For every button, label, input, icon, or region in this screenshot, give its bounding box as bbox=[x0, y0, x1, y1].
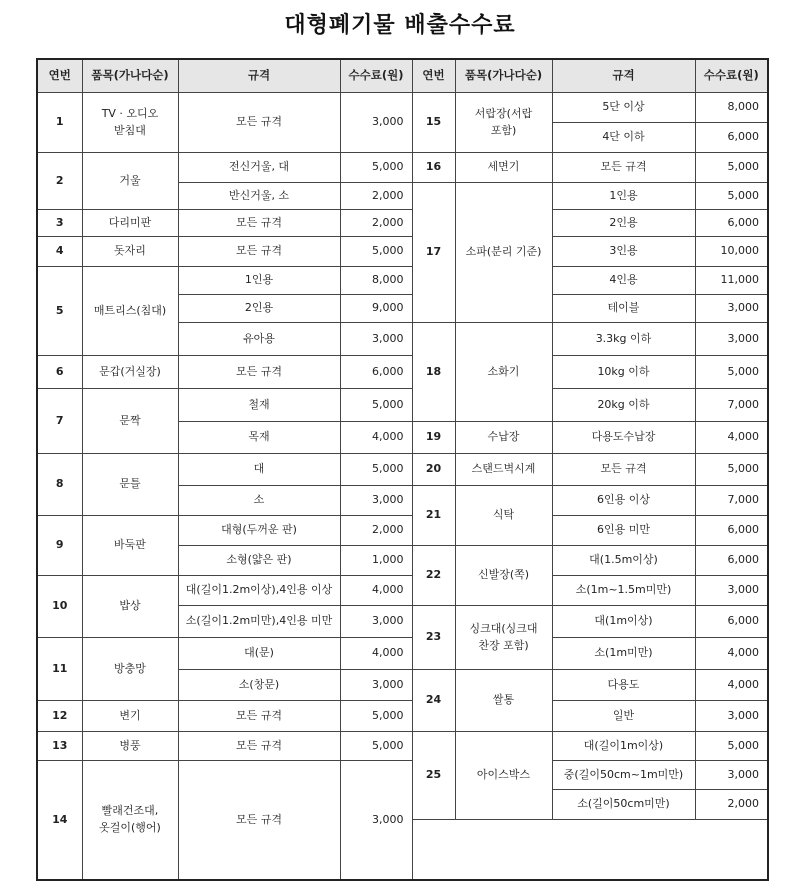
item-number: 6 bbox=[37, 356, 82, 389]
item-name: TV · 오디오 받침대 bbox=[82, 93, 178, 153]
item-spec: 다용도수납장 bbox=[552, 422, 695, 454]
item-fee: 3,000 bbox=[340, 761, 412, 880]
table-row bbox=[37, 356, 768, 389]
item-number: 17 bbox=[412, 183, 455, 323]
header-item-left: 품목(가나다순) bbox=[82, 59, 178, 93]
item-name: 변기 bbox=[82, 701, 178, 732]
item-spec: 소(길이50cm미만) bbox=[552, 790, 695, 820]
item-number: 16 bbox=[412, 153, 455, 183]
item-name: 매트리스(침대) bbox=[82, 267, 178, 356]
header-fee-left: 수수료(원) bbox=[340, 59, 412, 93]
item-fee: 8,000 bbox=[695, 93, 768, 123]
item-number: 25 bbox=[412, 732, 455, 820]
item-number: 9 bbox=[37, 516, 82, 576]
item-number: 23 bbox=[412, 606, 455, 670]
item-fee: 3,000 bbox=[340, 93, 412, 153]
item-name: 빨래건조대, 옷걸이(행어) bbox=[82, 761, 178, 880]
table-row bbox=[37, 153, 768, 183]
item-spec: 모든 규격 bbox=[552, 454, 695, 486]
item-name: 방충망 bbox=[82, 638, 178, 701]
item-spec: 모든 규격 bbox=[178, 93, 340, 153]
item-fee: 10,000 bbox=[695, 237, 768, 267]
fee-table-container bbox=[36, 58, 767, 840]
table-row bbox=[37, 454, 768, 486]
item-fee: 4,000 bbox=[340, 422, 412, 454]
item-name: 소화기 bbox=[455, 323, 552, 422]
item-fee: 6,000 bbox=[695, 516, 768, 546]
item-spec: 대(문) bbox=[178, 638, 340, 670]
item-fee: 6,000 bbox=[695, 210, 768, 237]
item-spec: 모든 규격 bbox=[178, 761, 340, 880]
item-spec: 1인용 bbox=[552, 183, 695, 210]
header-item-right: 품목(가나다순) bbox=[455, 59, 552, 93]
item-fee: 11,000 bbox=[695, 267, 768, 295]
page-title: 대형폐기물 배출수수료 bbox=[284, 13, 516, 38]
item-number: 19 bbox=[412, 422, 455, 454]
item-fee: 4,000 bbox=[695, 638, 768, 670]
item-fee: 2,000 bbox=[695, 790, 768, 820]
item-name: 싱크대(싱크대 찬장 포함) bbox=[455, 606, 552, 670]
item-spec: 6인용 미만 bbox=[552, 516, 695, 546]
item-name: 쌀통 bbox=[455, 670, 552, 732]
item-spec: 소 bbox=[178, 486, 340, 516]
item-number: 18 bbox=[412, 323, 455, 422]
item-spec: 2인용 bbox=[552, 210, 695, 237]
item-spec: 4인용 bbox=[552, 267, 695, 295]
header-no-left: 연번 bbox=[37, 59, 82, 93]
item-fee: 5,000 bbox=[695, 732, 768, 761]
table-row bbox=[37, 237, 768, 267]
item-fee: 5,000 bbox=[695, 356, 768, 389]
item-fee: 2,000 bbox=[340, 183, 412, 210]
item-number: 12 bbox=[37, 701, 82, 732]
table-row bbox=[37, 638, 768, 670]
item-spec: 대(1m이상) bbox=[552, 606, 695, 638]
item-fee: 3,000 bbox=[695, 295, 768, 323]
item-spec: 소(창문) bbox=[178, 670, 340, 701]
item-fee: 5,000 bbox=[340, 153, 412, 183]
item-name: 병풍 bbox=[82, 732, 178, 761]
item-fee: 4,000 bbox=[695, 422, 768, 454]
item-name: 세면기 bbox=[455, 153, 552, 183]
item-spec: 6인용 이상 bbox=[552, 486, 695, 516]
item-name: 문짝 bbox=[82, 389, 178, 454]
item-fee: 5,000 bbox=[340, 389, 412, 422]
item-name: 소파(분리 기준) bbox=[455, 183, 552, 323]
item-name: 수납장 bbox=[455, 422, 552, 454]
item-fee: 2,000 bbox=[340, 210, 412, 237]
item-number: 10 bbox=[37, 576, 82, 638]
item-name: 서랍장(서랍 포함) bbox=[455, 93, 552, 153]
item-number: 3 bbox=[37, 210, 82, 237]
table-row bbox=[37, 516, 768, 546]
item-fee: 4,000 bbox=[340, 576, 412, 606]
item-number: 2 bbox=[37, 153, 82, 210]
item-spec: 테이블 bbox=[552, 295, 695, 323]
item-fee: 5,000 bbox=[695, 153, 768, 183]
item-spec: 소(길이1.2m미만),4인용 미만 bbox=[178, 606, 340, 638]
table-body bbox=[37, 93, 768, 880]
item-spec: 20kg 이하 bbox=[552, 389, 695, 422]
table-row bbox=[37, 701, 768, 732]
item-fee: 4,000 bbox=[695, 670, 768, 701]
item-name: 신발장(쪽) bbox=[455, 546, 552, 606]
item-fee: 9,000 bbox=[340, 295, 412, 323]
item-fee: 6,000 bbox=[695, 546, 768, 576]
item-number: 1 bbox=[37, 93, 82, 153]
table-row bbox=[37, 732, 768, 761]
item-spec: 소(1m미만) bbox=[552, 638, 695, 670]
item-name: 다리미판 bbox=[82, 210, 178, 237]
item-number: 14 bbox=[37, 761, 82, 880]
item-number: 22 bbox=[412, 546, 455, 606]
item-spec: 대(1.5m이상) bbox=[552, 546, 695, 576]
item-number: 20 bbox=[412, 454, 455, 486]
fee-table bbox=[36, 58, 769, 881]
item-number: 5 bbox=[37, 267, 82, 356]
item-spec: 모든 규격 bbox=[178, 356, 340, 389]
item-spec: 대형(두꺼운 판) bbox=[178, 516, 340, 546]
item-spec: 모든 규격 bbox=[178, 237, 340, 267]
item-fee: 3,000 bbox=[340, 486, 412, 516]
item-spec: 다용도 bbox=[552, 670, 695, 701]
item-name: 문갑(거실장) bbox=[82, 356, 178, 389]
item-name: 문틀 bbox=[82, 454, 178, 516]
item-number: 4 bbox=[37, 237, 82, 267]
item-fee: 5,000 bbox=[340, 732, 412, 761]
item-number: 7 bbox=[37, 389, 82, 454]
item-name: 밥상 bbox=[82, 576, 178, 638]
item-fee: 6,000 bbox=[695, 606, 768, 638]
item-spec: 3.3kg 이하 bbox=[552, 323, 695, 356]
table-row bbox=[37, 761, 768, 790]
item-fee: 5,000 bbox=[340, 237, 412, 267]
item-spec: 중(길이50cm~1m미만) bbox=[552, 761, 695, 790]
item-number: 15 bbox=[412, 93, 455, 153]
item-fee: 3,000 bbox=[340, 323, 412, 356]
header-fee-right: 수수료(원) bbox=[695, 59, 768, 93]
item-spec: 철재 bbox=[178, 389, 340, 422]
item-fee: 7,000 bbox=[695, 486, 768, 516]
item-number: 13 bbox=[37, 732, 82, 761]
item-spec: 목재 bbox=[178, 422, 340, 454]
item-fee: 5,000 bbox=[340, 454, 412, 486]
item-fee: 3,000 bbox=[695, 323, 768, 356]
item-fee: 3,000 bbox=[695, 701, 768, 732]
item-spec: 대(길이1.2m이상),4인용 이상 bbox=[178, 576, 340, 606]
item-name: 거울 bbox=[82, 153, 178, 210]
item-fee: 1,000 bbox=[340, 546, 412, 576]
item-fee: 6,000 bbox=[695, 123, 768, 153]
item-spec: 전신거울, 대 bbox=[178, 153, 340, 183]
item-number: 8 bbox=[37, 454, 82, 516]
item-name: 아이스박스 bbox=[455, 732, 552, 820]
item-fee: 3,000 bbox=[695, 761, 768, 790]
item-name: 식탁 bbox=[455, 486, 552, 546]
table-row bbox=[37, 210, 768, 237]
item-spec: 소형(얇은 판) bbox=[178, 546, 340, 576]
item-spec: 1인용 bbox=[178, 267, 340, 295]
item-number: 11 bbox=[37, 638, 82, 701]
item-spec: 유아용 bbox=[178, 323, 340, 356]
item-spec: 4단 이하 bbox=[552, 123, 695, 153]
item-spec: 모든 규격 bbox=[178, 701, 340, 732]
table-row bbox=[37, 576, 768, 606]
item-fee: 3,000 bbox=[695, 576, 768, 606]
item-fee: 5,000 bbox=[695, 183, 768, 210]
item-number: 21 bbox=[412, 486, 455, 546]
table-row bbox=[37, 93, 768, 123]
item-spec: 모든 규격 bbox=[552, 153, 695, 183]
item-fee: 5,000 bbox=[695, 454, 768, 486]
header-spec-left: 규격 bbox=[178, 59, 340, 93]
item-fee: 7,000 bbox=[695, 389, 768, 422]
item-spec: 2인용 bbox=[178, 295, 340, 323]
item-name: 바둑판 bbox=[82, 516, 178, 576]
item-name: 스탠드벽시계 bbox=[455, 454, 552, 486]
table-row bbox=[37, 267, 768, 295]
item-spec: 일반 bbox=[552, 701, 695, 732]
table-row bbox=[37, 389, 768, 422]
item-fee: 4,000 bbox=[340, 638, 412, 670]
header-no-right: 연번 bbox=[412, 59, 455, 93]
item-spec: 모든 규격 bbox=[178, 732, 340, 761]
item-spec: 반신거울, 소 bbox=[178, 183, 340, 210]
item-fee: 3,000 bbox=[340, 670, 412, 701]
item-spec: 10kg 이하 bbox=[552, 356, 695, 389]
table-header-row bbox=[37, 59, 768, 93]
item-fee: 6,000 bbox=[340, 356, 412, 389]
item-name: 돗자리 bbox=[82, 237, 178, 267]
item-number: 24 bbox=[412, 670, 455, 732]
item-fee: 2,000 bbox=[340, 516, 412, 546]
item-spec: 5단 이상 bbox=[552, 93, 695, 123]
item-fee: 3,000 bbox=[340, 606, 412, 638]
item-spec: 3인용 bbox=[552, 237, 695, 267]
item-spec: 대 bbox=[178, 454, 340, 486]
item-spec: 모든 규격 bbox=[178, 210, 340, 237]
item-spec: 소(1m~1.5m미만) bbox=[552, 576, 695, 606]
item-fee: 8,000 bbox=[340, 267, 412, 295]
item-fee: 5,000 bbox=[340, 701, 412, 732]
header-spec-right: 규격 bbox=[552, 59, 695, 93]
item-spec: 대(길이1m이상) bbox=[552, 732, 695, 761]
